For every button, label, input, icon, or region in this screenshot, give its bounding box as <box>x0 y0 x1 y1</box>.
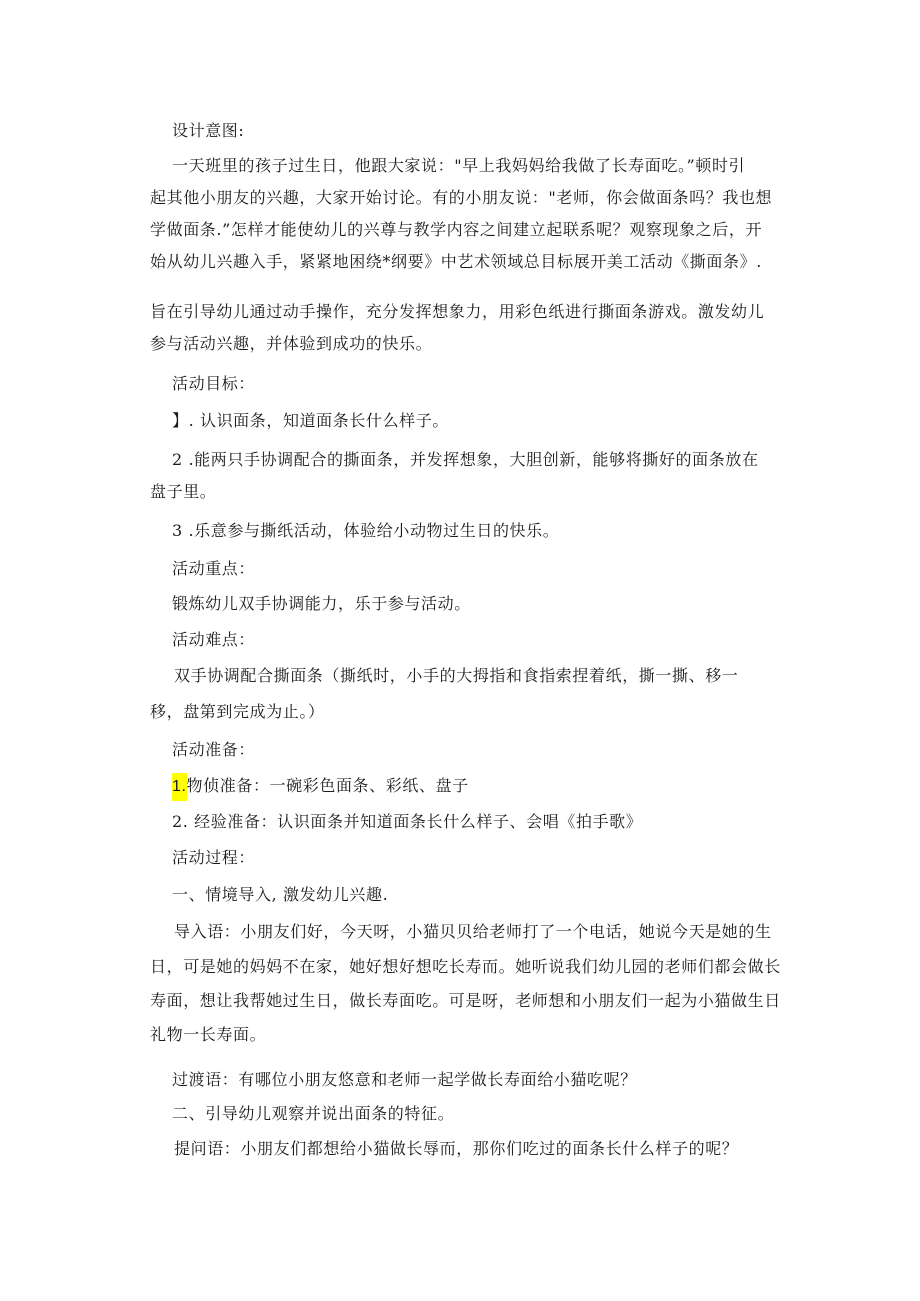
difficulties-text: 双手协调配合撕面条（撕纸时，小手的大拇指和食指索捏着纸，撕一撕、移一 <box>174 666 739 685</box>
key-points-text: 锻炼幼儿双手协调能力，乐于参与活动。 <box>172 594 471 613</box>
paragraph-line: 一天班里的孩子过生日，他跟大家说："早上我妈妈给我做了长寿面吃。”顿时引 <box>172 156 746 175</box>
heading-design-intent: 设计意图: <box>172 121 245 140</box>
paragraph-line: 参与活动兴趣，并体验到成功的快乐。 <box>150 334 433 353</box>
paragraph-line: 日，可是她的妈妈不在家，她好想好想吃长寿而。她听说我们幼儿园的老师们都会做长 <box>150 957 781 976</box>
highlighted-number: 1. <box>172 773 187 801</box>
paragraph-line: 旨在引导幼儿通过动手操作，充分发挥想象力，用彩色纸进行撕面条游戏。激发幼儿 <box>150 302 765 321</box>
heading-process: 活动过程： <box>172 848 256 867</box>
preparation-item-1-text: 物侦准备：一碗彩色面条、彩纸、盘子 <box>186 776 469 795</box>
transition-text: 过渡语：有哪位小朋友悠意和老师一起学做长寿面给小猫吃呢？ <box>172 1070 637 1089</box>
paragraph-line: 学做面条.”怎样才能使幼儿的兴尊与教学内容之间建立起联系呢？观察现象之后，开 <box>150 220 763 239</box>
difficulties-text-continued: 移，盘第到完成为止。） <box>150 702 325 721</box>
heading-activity-goals: 活动目标： <box>172 374 256 393</box>
paragraph-line: 导入语：小朋友们好，今天呀，小猫贝贝给老师打了一个电话，她说今天是她的生 <box>174 922 772 941</box>
heading-key-points: 活动重点： <box>172 559 256 578</box>
question-text: 提问语：小朋友们都想给小猫做长辱而，那你们吃过的面条长什么样子的呢？ <box>174 1139 739 1158</box>
heading-preparation: 活动准备： <box>172 740 256 759</box>
paragraph-line: 始从幼儿兴趣入手，紧紧地困绕*纲要》中艺术领域总目标展开美工活动《撕面条》. <box>150 252 762 271</box>
paragraph-line: 礼物一长寿面。 <box>150 1025 267 1044</box>
goal-item-3: 3 .乐意参与撕纸活动，体验给小动物过生日的快乐。 <box>172 521 560 540</box>
goal-item-2: 2 .能两只手协调配合的撕面条，并发挥想象，大胆创新，能够将撕好的面条放在 <box>172 450 759 469</box>
paragraph-line: 寿面，想让我帮她过生日，做长寿面吃。可是呀，老师想和小朋友们一起为小猫做生日 <box>150 991 781 1010</box>
goal-item-2-continued: 盘子里。 <box>150 482 217 501</box>
preparation-item-2: 2. 经验准备：认识面条并知道面条长什么样子、会唱《拍手歌》 <box>172 812 643 831</box>
heading-difficulties: 活动难点： <box>172 630 256 649</box>
section-one-title: 一、情境导入, 激发幼儿兴趣. <box>172 885 389 904</box>
section-two-title: 二、引导幼儿观察并说出面条的特征。 <box>172 1104 455 1123</box>
preparation-item-1 <box>172 773 812 801</box>
goal-item-1: 】. 认识面条，知道面条长什么样子。 <box>172 411 449 430</box>
paragraph-line: 起其他小朋友的兴趣，大家开始讨论。有的小朋友说："老师，你会做面条吗？我也想 <box>150 188 773 207</box>
